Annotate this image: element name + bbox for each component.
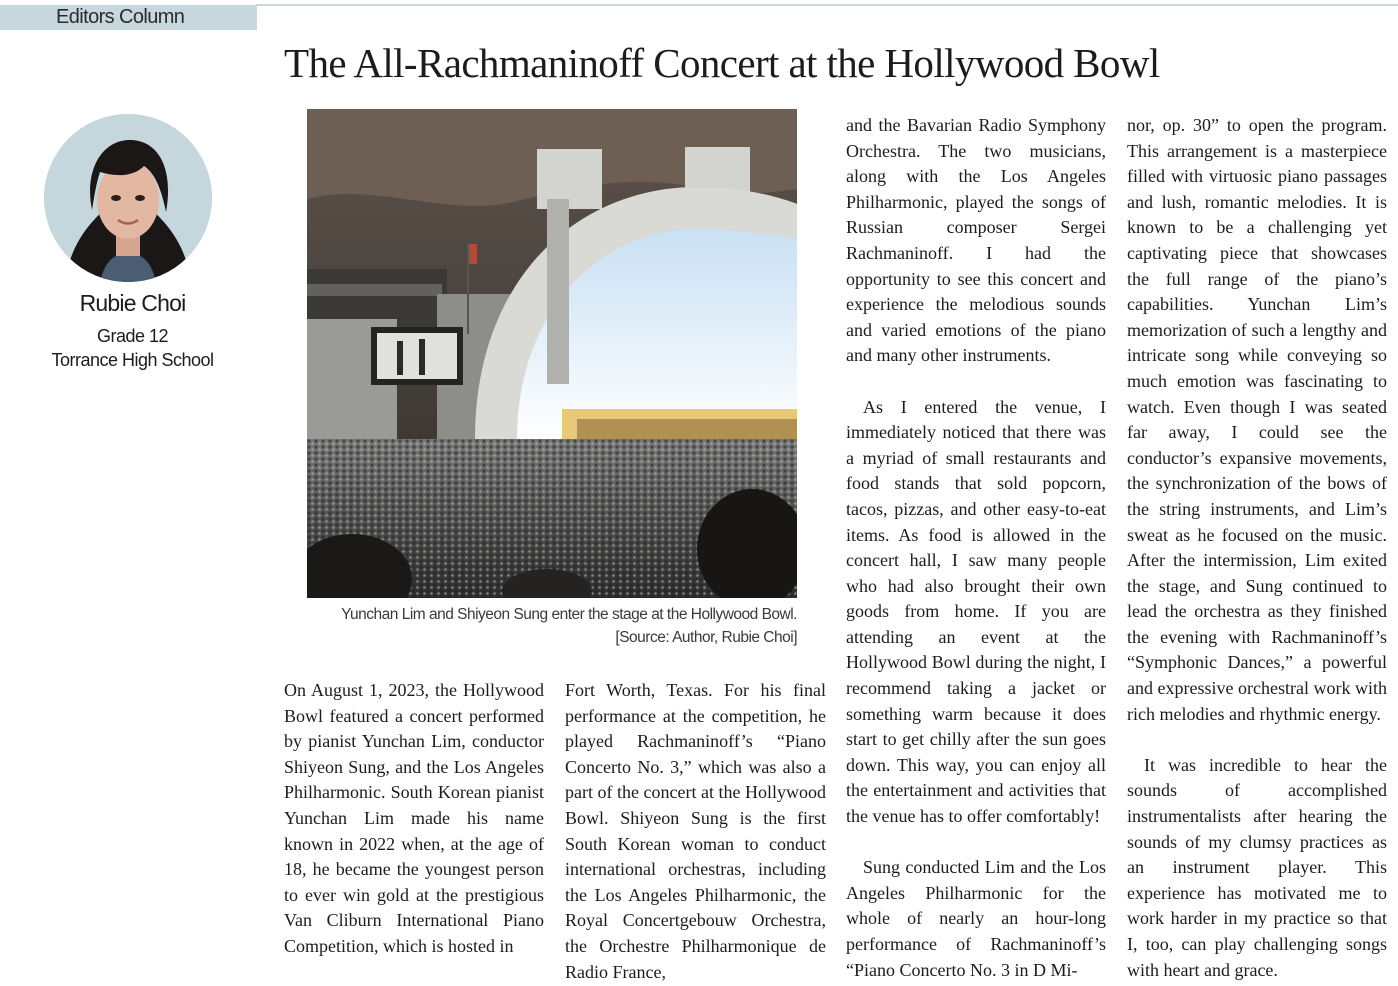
header-rule (256, 4, 1398, 6)
article-title: The All-Rachmaninoff Concert at the Hollywood Bowl (284, 40, 1160, 86)
section-label: Editors Column (0, 5, 257, 30)
column-4 (1127, 113, 1387, 986)
caption-source: [Source: Author, Rubie Choi] (615, 629, 797, 646)
paragraph-1: On August 1, 2023, the Hollywood Bowl featured a concert performed by pianist Yunchan Lim, conductor Shiyeon Sung, and the Los Angeles Philharmonic. South Korean pianist Yunchan Lim made his name known in 2022 when, at the age of 18, he became the youngest person to ever win gold at the prestigious Van Cliburn International Piano Competition, which is hosted in (284, 680, 544, 956)
author-avatar (44, 114, 212, 282)
paragraph-5: Sung conducted Lim and the Los Angeles Philharmonic for the whole of nearly an hour-long performance of Rachmaninoff’s “Piano Concerto No. 3 in D Mi- (846, 857, 1106, 980)
column-1 (284, 678, 544, 986)
paragraph-3: and the Bavarian Radio Symphony Orchestra. The two musicians, along with the Los Angeles Philharmonic, played the songs of Russian composer Sergei Rachmaninoff. I had the opportunity to see this concert and experience the melodious sounds and varied emotions of the piano and many other instruments. (846, 115, 1106, 366)
photo-caption (300, 603, 797, 649)
caption-text: Yunchan Lim and Shiyeon Sung enter the stage at the Hollywood Bowl. (341, 606, 797, 623)
column-3 (846, 113, 1106, 986)
author-name: Rubie Choi (79, 290, 186, 316)
column-2 (565, 678, 826, 986)
author-school: Torrance High School (51, 350, 214, 370)
paragraph-2: Fort Worth, Texas. For his final performance at the competition, he played Rachmaninoff’s “Piano Concerto No. 3,” which was also a part of the concert at the Hollywood Bowl. Shiyeon Sung is the first South Korean woman to conduct international orchestras, including the Los Angeles Philharmonic, the Royal Concertgebouw Orchestra, the Orchestre Philharmonique de Radio France, (565, 680, 826, 982)
author-grade: Grade 12 (96, 326, 169, 346)
concert-photo (307, 109, 797, 598)
paragraph-7: It was incredible to hear the sounds of accomplished instrumentalists after hearing the sounds of my clumsy practices as an instrument player. This experience has motivated me to work harder in my practice so that I, too, can play challenging songs with heart and grace. (1127, 754, 1387, 980)
paragraph-4: As I entered the venue, I immediately noticed that there was a myriad of small restaurants and food stands that sold popcorn, tacos, pizzas, and other easy-to-eat items. As food is allowed in the concert hall, I saw many people who had also brought their own goods from home. If you are attending an event at the Hollywood Bowl during the night, I recommend taking a jacket or something warm because it does start to get chilly after the sun goes down. This way, you can enjoy all the entertainment and activities that the venue has to offer comfortably! (846, 396, 1106, 827)
paragraph-6: nor, op. 30” to open the program. This arrangement is a masterpiece filled with virtuosic piano passages and lush, romantic melodies. It is known to be a challenging yet captivating piece that showcases the full range of the piano’s capabilities. Yunchan Lim’s memorization of such a lengthy and intricate song while conveying so much emotion was fascinating to watch. Even though I was seated far away, I could see the conductor’s expansive movements, the synchronization of the bows of the string instruments, and Lim’s sweat as he focused on the music. After the intermission, Lim exited the stage, and Sung continued to lead the orchestra as they finished the evening with Rachmaninoff’s “Symphonic Dances,” a powerful and expressive orchestral work with rich melodies and rhythmic energy. (1127, 115, 1387, 724)
